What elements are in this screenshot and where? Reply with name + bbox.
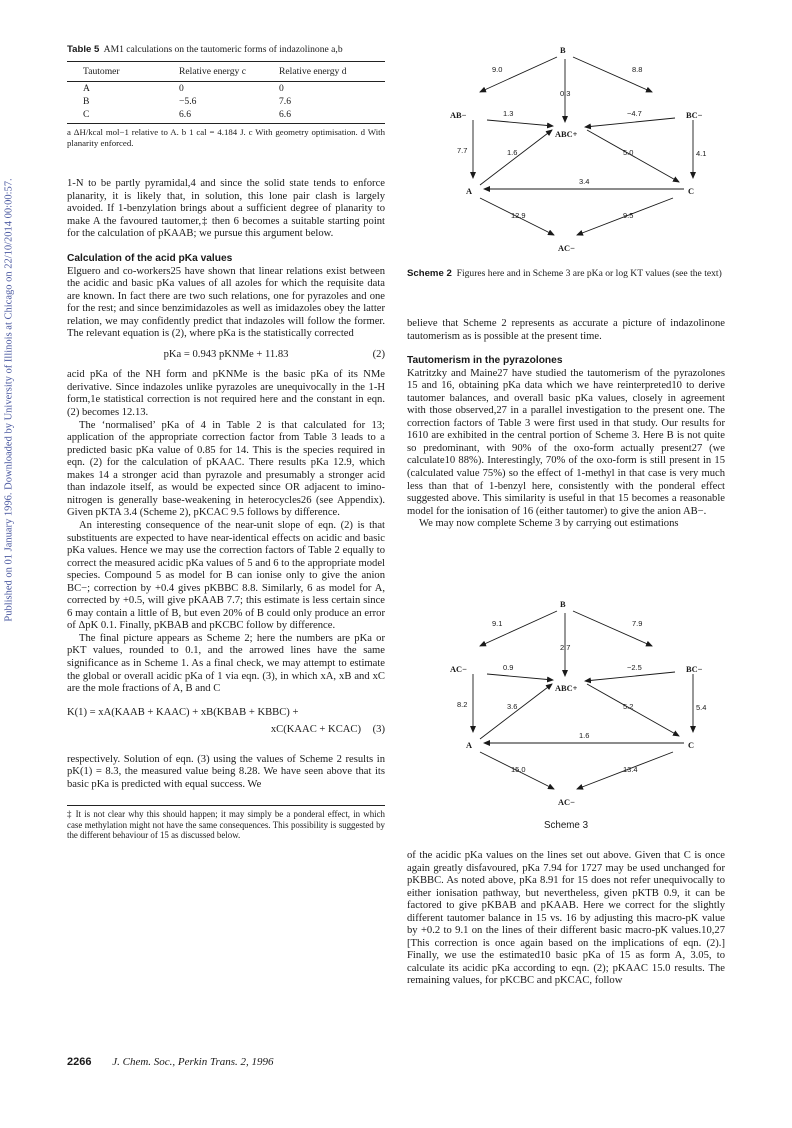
table5-notes: a ΔH/kcal mol−1 relative to A. b 1 cal = 4.184 J. c With geometry optimisation. d With planarity enforced. — [67, 127, 385, 148]
table5-header-energy-planar: Relative energy d — [279, 61, 385, 82]
table-row — [67, 95, 385, 108]
scheme-2-arrow-b-ab — [480, 57, 557, 92]
table5-title-text: AM1 calculations on the tautomeric forms of indazolinone a,b — [103, 44, 343, 55]
equation-2 — [67, 349, 385, 362]
table5-cell: 0 — [179, 83, 184, 95]
table5-cell: 6.6 — [279, 108, 385, 124]
left-paragraph-6: The final picture appears as Scheme 2; here the numbers are pKa or pKT values, rounded to 0.1, and the arrowed lines have the same significance as in Scheme 1. As a final check, we may attempt to estimate the global or overall acidic pKa of 1 via eqn. (3), in which xA, xB and xC are the mole fractions of A, B and C — [67, 632, 385, 695]
scheme-3-value: 1.6 — [579, 731, 590, 740]
scheme-2-value: 12.9 — [511, 211, 526, 220]
journal-citation: J. Chem. Soc., Perkin Trans. 2, 1996 — [112, 1056, 274, 1068]
scheme-3-node-c: C — [688, 741, 695, 750]
table5-cell: 0 — [279, 83, 284, 95]
scheme-3-node-ac: AC− — [558, 798, 575, 807]
scheme-2-arrow-a-abc — [480, 130, 552, 185]
scheme-3-arrow-b-bc — [573, 611, 652, 646]
scheme-2-value: 1.6 — [507, 148, 518, 157]
scheme-3-value: 8.2 — [457, 700, 468, 709]
table5-cell: −5.6 — [179, 96, 197, 108]
scheme-2-arrow-bc-abc — [585, 118, 675, 127]
scheme-2-node-ab: AB− — [450, 111, 467, 120]
scheme-3-value: −2.5 — [627, 663, 642, 672]
page-footer — [67, 1056, 274, 1068]
scheme-3-value: 0.9 — [503, 663, 514, 672]
right-column-lower — [407, 850, 725, 988]
table5-label: Table 5 — [67, 44, 100, 55]
table5-cell: C — [67, 108, 179, 124]
scheme-2-node-bc: BC− — [686, 111, 703, 120]
scheme-3-node-abc: ABC+ — [555, 684, 578, 693]
scheme-3-caption: Scheme 3 — [543, 820, 589, 831]
left-column — [67, 44, 385, 841]
scheme-3-node-a: A — [466, 741, 473, 750]
left-paragraph-5: An interesting consequence of the near-unit slope of eqn. (2) is that substituents are expected to have near-identical effects on acidic and basic pKa values. Hence we may use the correction factors of Table 2 equally to correct the measured acidic pKa values of 5 and 6 to the appropriate model species. Compound 5 as model for B can ionise only to give the anion BC−; correction by +0.4 gives pKBBC 8.8. Similarly, 6 as model for A, corrected by +0.5, will give pKAAB 7.7; this estimate is less certain since 6 may contain a little of B, but even 20% of B could only produce an error of ΔpK 0.1. Finally, pKBAB and pKCBC follow by difference. — [67, 519, 385, 632]
section-heading-acid-pka: Calculation of the acid pKa values — [67, 253, 233, 265]
left-paragraph-2: Elguero and co-workers25 have shown that linear relations exist between the acidic and basic pKa values of all azoles for which the requisite data are known. In fact there are two such relations, one for pyrazoles and one for the rest; and since benzimidazoles as well as imidazoles obey the latter relation, we may confidently predict that indazoles will follow the former. The relevant equation is (2), where pKa is the statistically corrected — [67, 265, 385, 340]
scheme-3-value: 13.4 — [623, 765, 638, 774]
scheme-2-diagram — [407, 40, 725, 260]
scheme-2-node-c: C — [688, 187, 695, 196]
equation-3-number: (3) — [372, 723, 385, 735]
footnote-divider — [67, 805, 385, 806]
equation-2-body: pKa = 0.943 pKNMe + 11.83 — [163, 348, 289, 360]
scheme-3-value: 5.2 — [623, 702, 634, 711]
scheme-2-value: 4.1 — [696, 149, 707, 158]
equation-3-line-1: K(1) = xA(KAAB + KAAC) + xB(KBAB + KBBC) + — [67, 706, 299, 718]
scheme-3 — [407, 594, 725, 831]
page-number: 2266 — [67, 1056, 92, 1068]
scheme-3-node-bc: BC− — [686, 665, 703, 674]
scheme-3-arrow-ac-abc — [487, 674, 553, 680]
scheme-2-value: −4.7 — [627, 109, 642, 118]
table5-header-tautomer: Tautomer — [67, 61, 179, 82]
left-paragraph-7: respectively. Solution of eqn. (3) using the values of Scheme 2 results in pK(1) = 8.3, the measured value being 8.28. We have seen above that its basic pKa is predicted with equal success. We — [67, 753, 385, 790]
scheme-3-node-b: B — [560, 600, 566, 609]
scheme-3-value: 15.0 — [511, 765, 526, 774]
scheme-2-value: 7.7 — [457, 146, 468, 155]
scheme-2 — [407, 40, 725, 279]
scheme-3-arrow-a-abc — [480, 684, 552, 739]
table-row — [67, 108, 385, 124]
scheme-3-arrow-b-ac — [480, 611, 557, 646]
scheme-2-value: 8.8 — [632, 65, 643, 74]
left-paragraph-1: 1-N to be partly pyramidal,4 and since the solid state tends to enforce planarity, it is likely that, in solution, this lone pair clash is largely avoided. If 1-benzylation brings about a sufficient degree of planarity to make A the favoured tautomer,‡ then 6 becomes a suitable starting point for the calculation of pKAAB; we pursue this argument below. — [67, 178, 385, 240]
table5-cell: 7.6 — [279, 96, 291, 108]
scheme-3-value: 9.1 — [492, 619, 503, 628]
download-watermark-text: Published on 01 January 1996. Downloaded by University of Illinois at Chicago on 22/10/2014 00:00:57. — [3, 178, 15, 622]
equation-2-number: (2) — [372, 348, 385, 360]
table5-cell: B — [83, 96, 90, 108]
scheme-2-value: 9.0 — [492, 65, 503, 74]
scheme-3-value: 7.9 — [632, 619, 643, 628]
scheme-2-node-b: B — [560, 46, 566, 55]
scheme-3-arrow-bc-abc — [585, 672, 675, 681]
scheme-3-value: 2.7 — [560, 643, 571, 652]
table5-header-row — [67, 61, 385, 82]
left-paragraph-4: The ‘normalised’ pKa of 4 in Table 2 is that calculated for 13; application of the appropriate correction factor from Table 3 leads to a predicted basic pKa value of 0.85 for 14. This is the species required in eqn. (2) for the calculation of pKAAC. There results pKa 12.9, which makes 14 a stronger acid than pyrazole and presumably a stronger acid than indazole itself, as would be expected since OR adjacent to imino-nitrogen is generally base-weakening in heterocycles26 (see Appendix). Given pKTA 3.4 (Scheme 2), pKCAC 9.5 follows by difference. — [67, 419, 385, 519]
download-watermark — [2, 40, 16, 760]
table5-title — [67, 44, 385, 57]
left-paragraph-3: acid pKa of the NH form and pKNMe is the basic pKa of its NMe derivative. Since indazoles unlike pyrazoles are unequivocally in the 1-H form,1e statistical correction is not required here and the constant in eqn. (2) becomes 12.13. — [67, 369, 385, 419]
scheme-3-value: 5.4 — [696, 703, 707, 712]
table5-cell: A — [83, 83, 90, 95]
table5 — [67, 61, 385, 125]
scheme-3-node-ac-left: AC− — [450, 665, 467, 674]
scheme-2-value: 1.3 — [503, 109, 514, 118]
scheme-2-node-abc: ABC+ — [555, 130, 578, 139]
scheme-2-arrow-b-bc — [573, 57, 652, 92]
equation-3-line-2: xC(KAAC + KCAC) — [270, 723, 361, 735]
table-row — [67, 82, 385, 96]
scheme-2-caption-text: Figures here and in Scheme 3 are pKa or log KT values (see the text) — [456, 268, 722, 279]
right-paragraph-3: We may now complete Scheme 3 by carrying out estimations — [419, 518, 679, 530]
scheme-2-caption — [407, 268, 725, 279]
scheme-2-value: 5.0 — [623, 148, 634, 157]
scheme-2-arrow-ab-abc — [487, 120, 553, 126]
section-heading-pyrazolones: Tautomerism in the pyrazolones — [407, 355, 563, 367]
scheme-2-node-a: A — [466, 187, 473, 196]
right-paragraph-4: of the acidic pKa values on the lines set out above. Given that C is once again greatly disfavoured, pKa 7.94 for 1727 may be used unchanged for pKBBC. As noted above, pKa 8.91 for 15 does not refer unequivocally to either ionisation pathway, but nevertheless, given pKTB 0.9, it can be factored to give pKBAB and pKAAB. Here we correct for the slightly different tautomer balance in 15 vs. 16 by adjusting this macro-pK value by +0.2 to 9.1 on the lines of their different basic macro-pK values.10,27 [This correction is once again based on the implications of eqn. (2).] Finally, we use the estimated10 basic pKa of 15 as form A, 3.05, to calculate its acidic pKa according to eqn. (2); pKAAC 15.0 results. The remaining values, for pKCBC and pKCAC, follow — [407, 850, 725, 987]
table5-header-energy-opt: Relative energy c — [179, 61, 279, 82]
scheme-2-node-ac: AC− — [558, 244, 575, 253]
table5-cell: 6.6 — [179, 108, 279, 124]
equation-3 — [67, 705, 385, 745]
scheme-2-value: 0.3 — [560, 89, 571, 98]
right-column-upper — [407, 318, 725, 531]
right-paragraph-1: believe that Scheme 2 represents as accurate a picture of indazolinone tautomerism as is possible at the present time. — [407, 318, 725, 342]
right-paragraph-2: Katritzky and Maine27 have studied the tautomerism of the pyrazolones 15 and 16, obtaining pKa data which we have reinterpreted10 to derive tautomer balances, and overall basic pKa values, closely in agreement with those observed,27 in a parallel investigation to the present one. The correction factors of Table 3 were first used in that study. Our results for 1610 are exhibited in the central portion of Scheme 3. Here B is not quite so predominant, with 90% of the oxo-form actually present27 (we calculate10 88%). Interestingly, 70% of the oxo-form is still present in 15 (calculated value 75%) so the effect of 1-methyl in that case is very much less than that of 1-benzyl here, consistently with the ponderal effect suggested above. This similarity is useful in that 15 becomes a reasonable model for the ionisation of 16 (either tautomer) to give the anion AB−. — [407, 367, 725, 517]
footnote: ‡ It is not clear why this should happen; it may simply be a ponderal effect, in which case methylation might not have the same consequences. This possibility is suggested by the different behaviour of 15 as discussed below. — [67, 809, 385, 841]
scheme-3-value: 3.6 — [507, 702, 518, 711]
scheme-3-diagram — [407, 594, 725, 814]
scheme-2-value: 3.4 — [579, 177, 590, 186]
scheme-2-value: 9.5 — [623, 211, 634, 220]
scheme-2-caption-label: Scheme 2 — [407, 268, 452, 279]
